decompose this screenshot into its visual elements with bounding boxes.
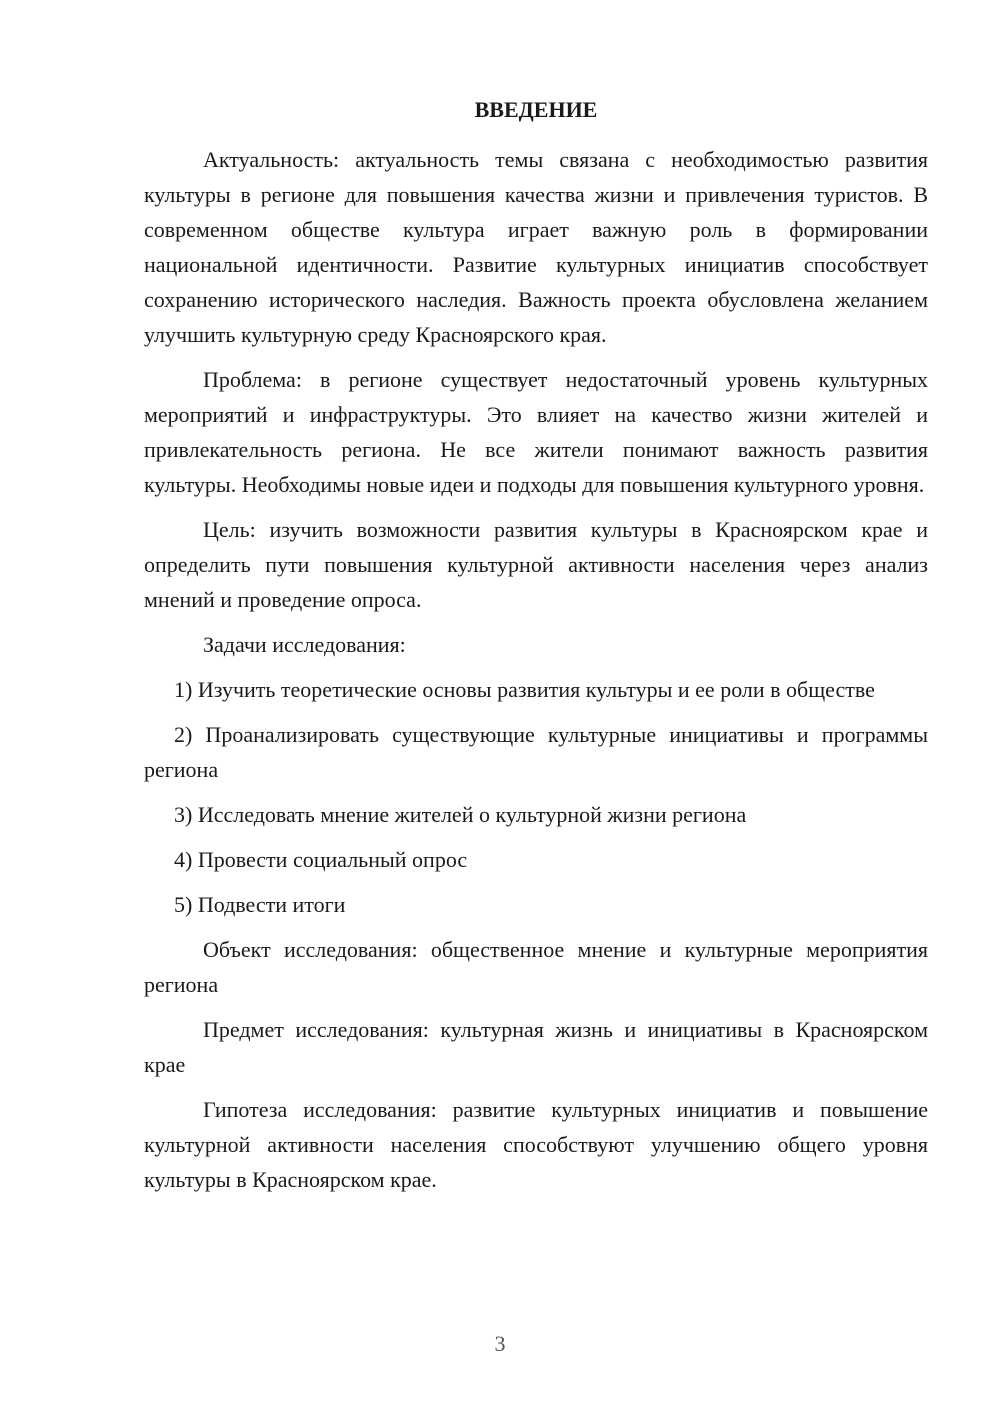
relevance-paragraph: Актуальность: актуальность темы связана с необходимостью развития культуры в регионе для повышения качества жизни и привлечения туристов. В современном обществе культура играет важную роль в формировании национальной идентичности. Развитие культурных инициатив способствует сохранению исторического наследия. Важность проекта обусловлена желанием улучшить культурную среду Красноярского края.	[144, 147, 928, 347]
task-item: 5) Подвести итоги	[174, 892, 346, 917]
tasks-list	[144, 672, 928, 922]
page-number: 3	[494, 1331, 506, 1356]
object-paragraph: Объект исследования: общественное мнение и культурные мероприятия региона	[144, 937, 928, 997]
document-page	[144, 92, 928, 1207]
subject-paragraph: Предмет исследования: культурная жизнь и инициативы в Красноярском крае	[144, 1017, 928, 1077]
task-item: 2) Проанализировать существующие культурные инициативы и программы региона	[144, 722, 928, 782]
page-title: ВВЕДЕНИЕ	[474, 97, 598, 122]
problem-paragraph: Проблема: в регионе существует недостаточный уровень культурных мероприятий и инфраструктуры. Это влияет на качество жизни жителей и привлекательность региона. Не все жители понимают важность развития культуры. Необходимы новые идеи и подходы для повышения культурного уровня.	[144, 367, 928, 497]
goal-paragraph: Цель: изучить возможности развития культуры в Красноярском крае и определить пути повышения культурной активности населения через анализ мнений и проведение опроса.	[144, 517, 928, 612]
hypothesis-paragraph: Гипотеза исследования: развитие культурных инициатив и повышение культурной активности населения способствуют улучшению общего уровня культуры в Красноярском крае.	[144, 1097, 928, 1192]
task-item: 1) Изучить теоретические основы развития культуры и ее роли в обществе	[174, 677, 875, 702]
task-item: 4) Провести социальный опрос	[174, 847, 468, 872]
task-item: 3) Исследовать мнение жителей о культурной жизни региона	[174, 802, 747, 827]
tasks-heading: Задачи исследования:	[203, 632, 406, 657]
